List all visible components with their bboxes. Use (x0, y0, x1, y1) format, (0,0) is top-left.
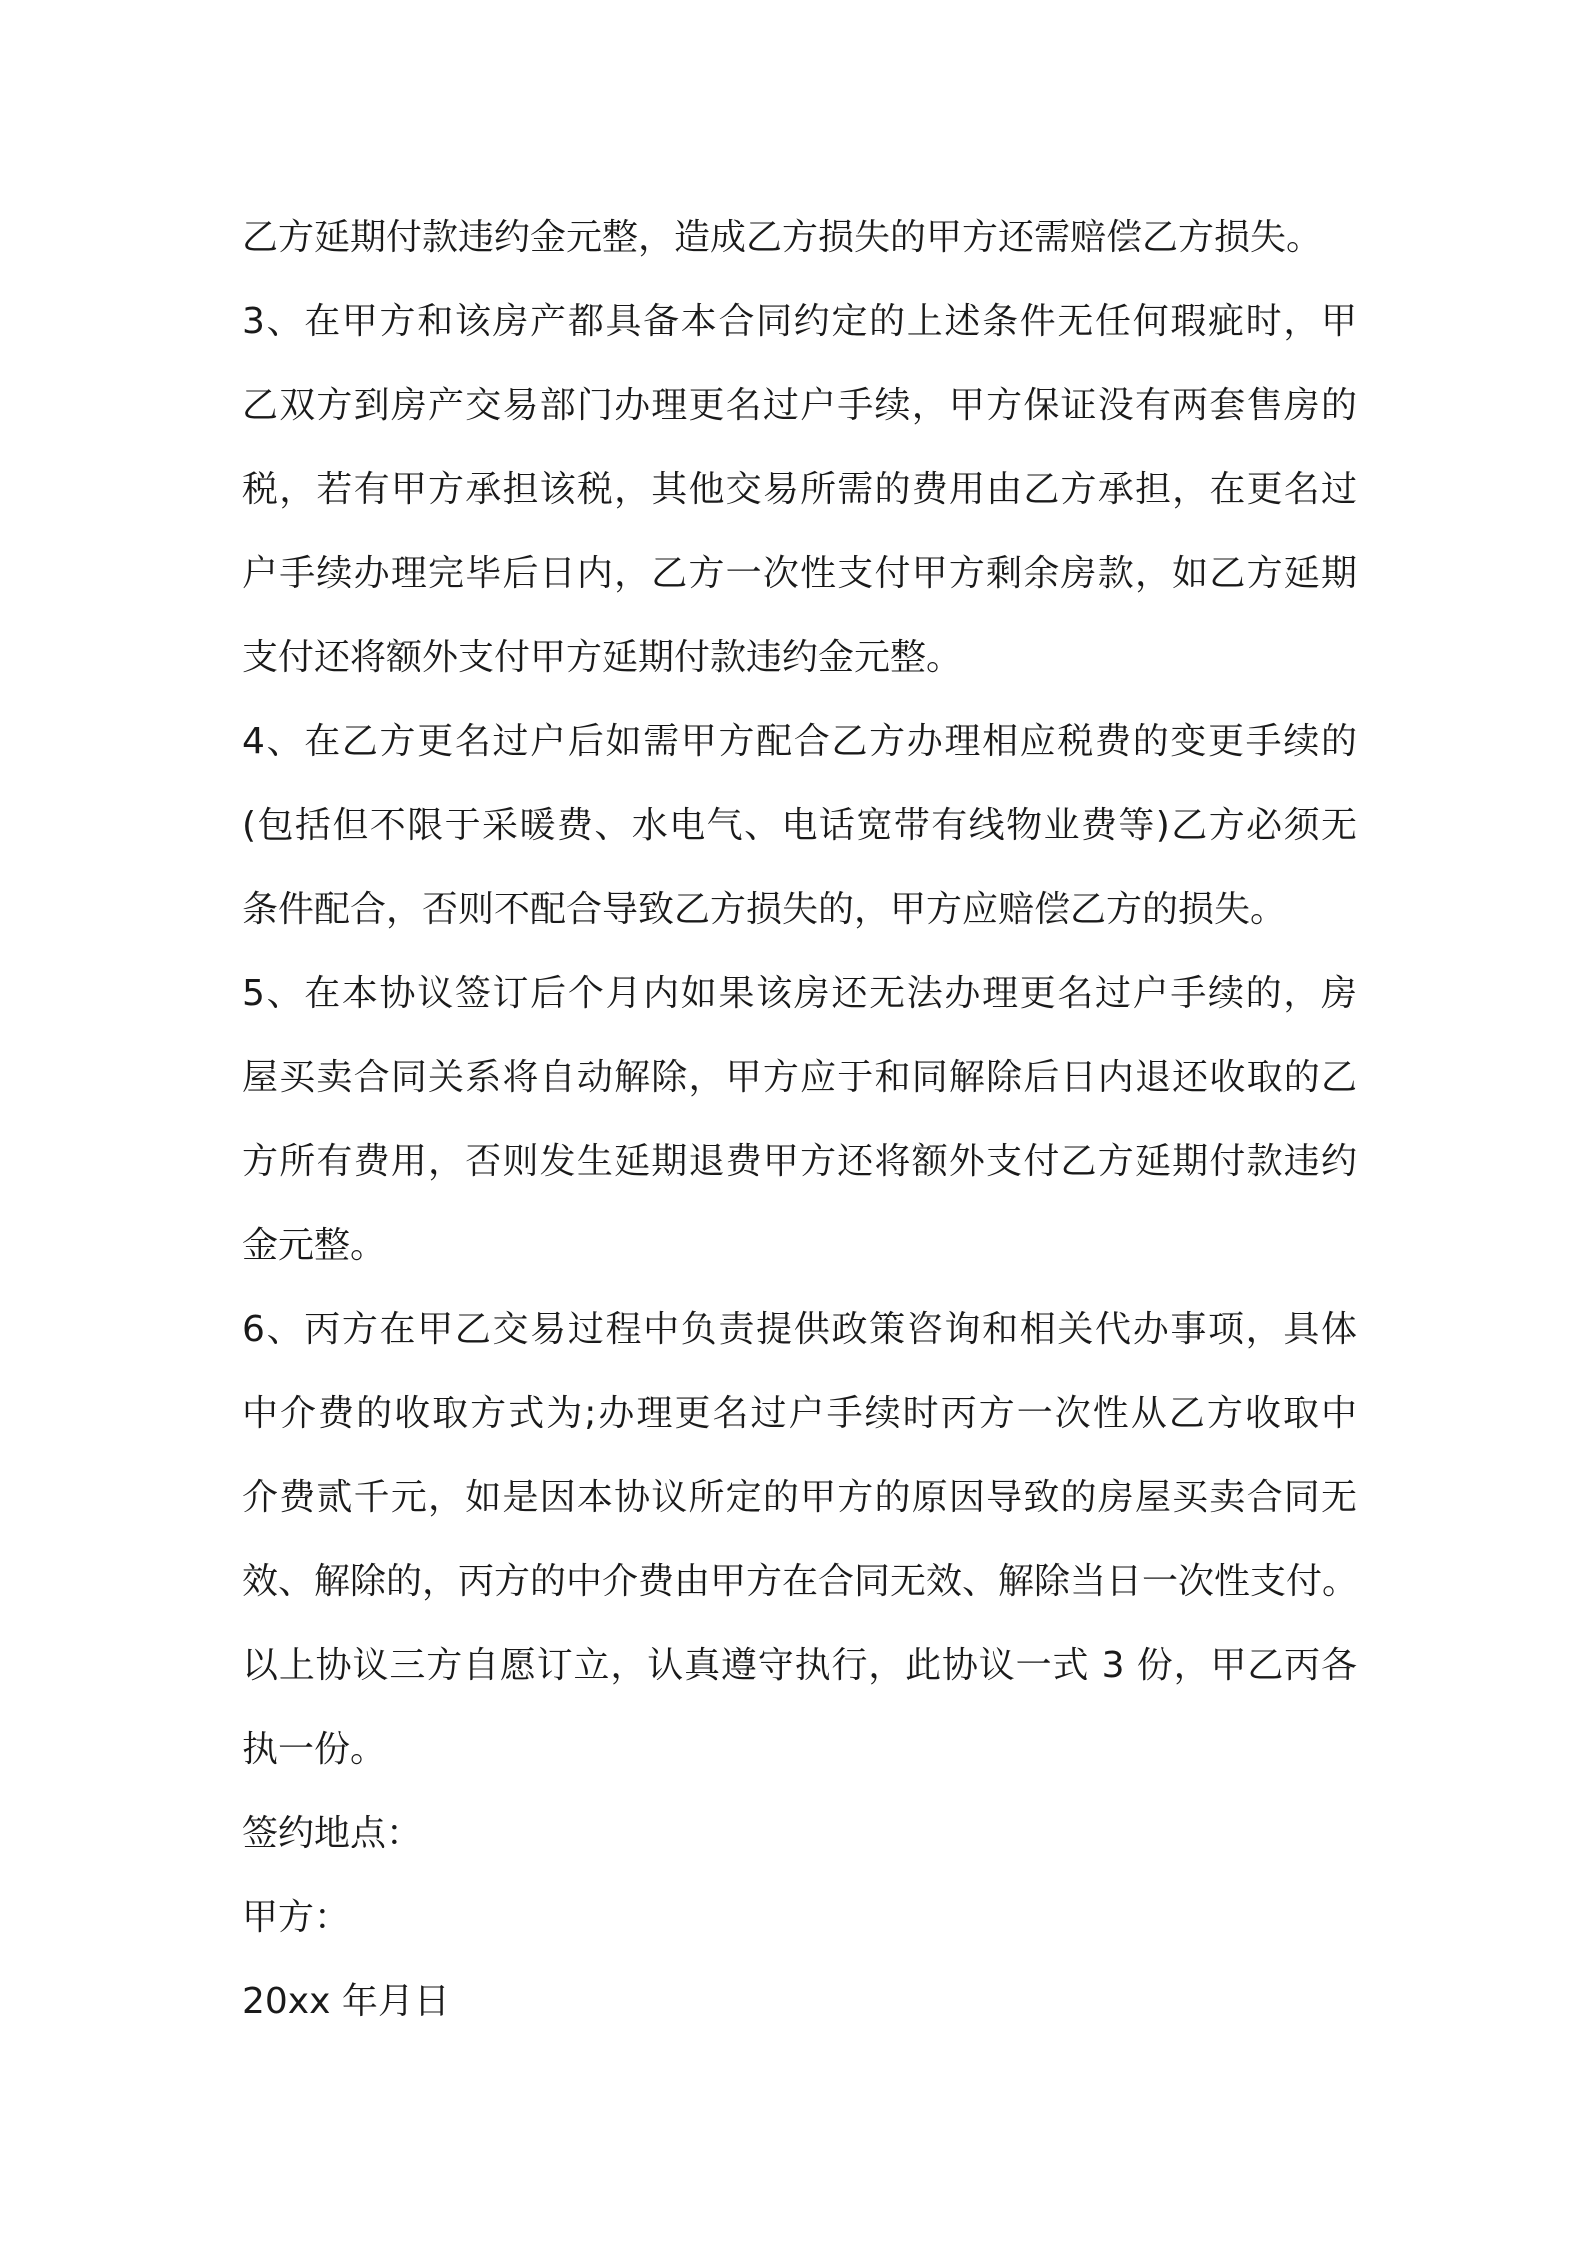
paragraph-line: 执一份。 (242, 1729, 387, 1770)
paragraph-line: 乙方延期付款违约金元整，造成乙方损失的甲方还需赔偿乙方损失。 (242, 217, 1323, 258)
paragraph-line: 税，若有甲方承担该税，其他交易所需的费用由乙方承担，在更名过 (242, 469, 1357, 510)
paragraph-line: 效、解除的，丙方的中介费由甲方在合同无效、解除当日一次性支付。 (242, 1561, 1359, 1602)
paragraph-line: 中介费的收取方式为;办理更名过户手续时丙方一次性从乙方收取中 (242, 1393, 1357, 1434)
party-a-label: 甲方： (242, 1897, 351, 1938)
date-line: 20xx 年月日 (242, 1981, 450, 2022)
paragraph-line: 金元整。 (242, 1225, 387, 1266)
paragraph-line: 4、在乙方更名过户后如需甲方配合乙方办理相应税费的变更手续的 (242, 721, 1357, 762)
paragraph-line: 屋买卖合同关系将自动解除，甲方应于和同解除后日内退还收取的乙 (242, 1057, 1357, 1098)
paragraph-line: (包括但不限于采暖费、水电气、电话宽带有线物业费等)乙方必须无 (242, 805, 1357, 846)
paragraph-line: 乙双方到房产交易部门办理更名过户手续，甲方保证没有两套售房的 (242, 385, 1357, 426)
signing-place-label: 签约地点： (242, 1813, 423, 1854)
paragraph-line: 条件配合，否则不配合导致乙方损失的，甲方应赔偿乙方的损失。 (242, 889, 1287, 930)
paragraph-line: 3、在甲方和该房产都具备本合同约定的上述条件无任何瑕疵时，甲 (242, 301, 1357, 342)
paragraph-line: 以上协议三方自愿订立，认真遵守执行，此协议一式 3 份，甲乙丙各 (242, 1645, 1357, 1686)
paragraph-line: 介费贰千元，如是因本协议所定的甲方的原因导致的房屋买卖合同无 (242, 1477, 1357, 1518)
paragraph-line: 户手续办理完毕后日内，乙方一次性支付甲方剩余房款，如乙方延期 (242, 553, 1357, 594)
paragraph-line: 支付还将额外支付甲方延期付款违约金元整。 (242, 637, 963, 678)
paragraph-line: 方所有费用，否则发生延期退费甲方还将额外支付乙方延期付款违约 (242, 1141, 1357, 1182)
paragraph-line: 5、在本协议签订后个月内如果该房还无法办理更名过户手续的，房 (242, 973, 1357, 1014)
paragraph-line: 6、丙方在甲乙交易过程中负责提供政策咨询和相关代办事项，具体 (242, 1309, 1357, 1350)
document-body (242, 196, 1357, 2044)
